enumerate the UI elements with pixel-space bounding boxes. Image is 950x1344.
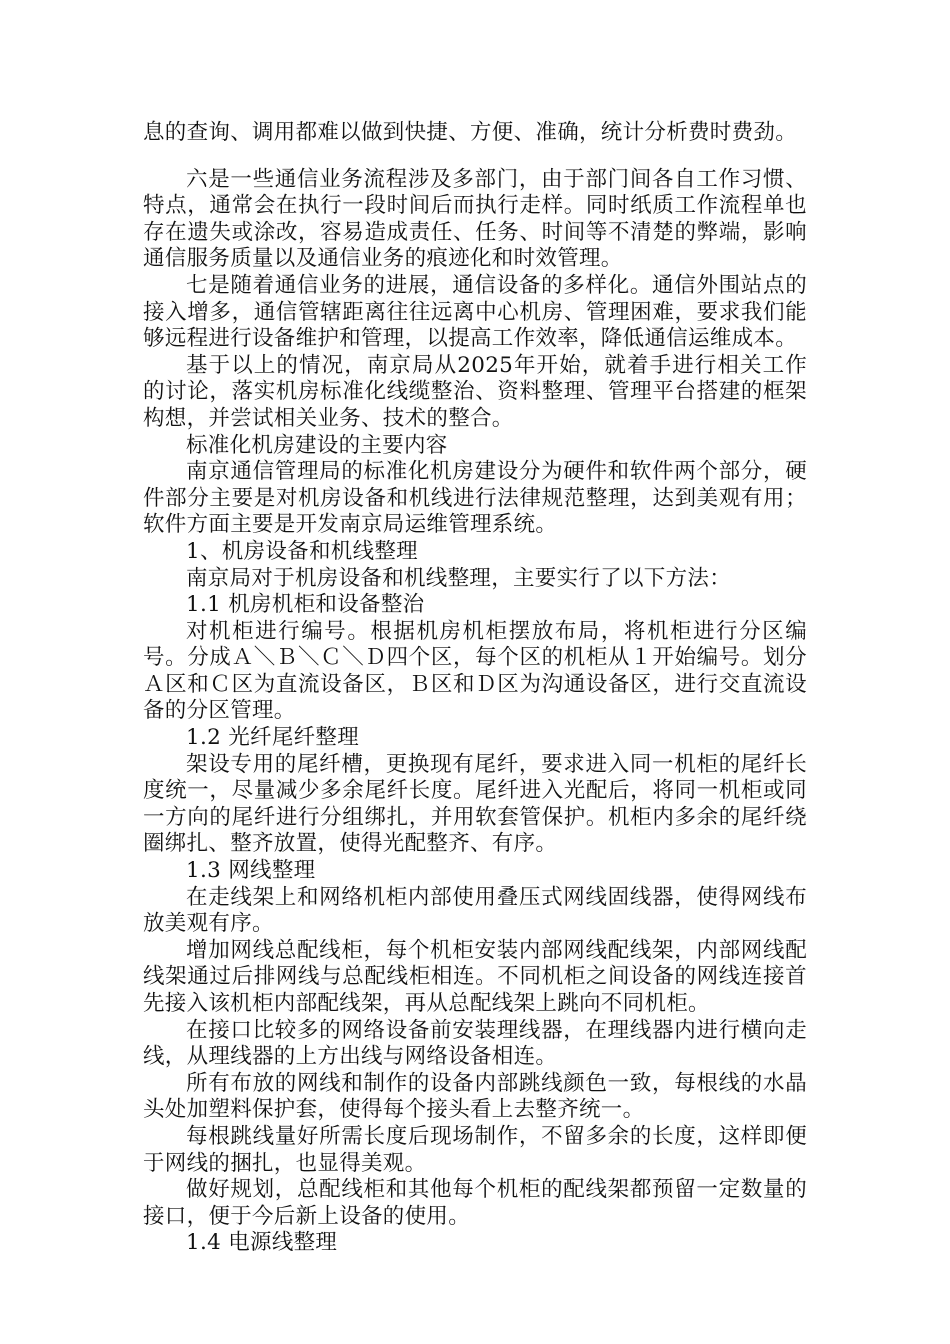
subsection-heading-1-2: 1.2 光纤尾纤整理 <box>186 725 360 751</box>
paragraph-5: 南京通信管理局的标准化机房建设分为硬件和软件两个部分，硬件部分主要是对机房设备和机线进行法律规范整理，达到美观有用；软件方面主要是开发南京局运维管理系统。 <box>143 459 807 538</box>
paragraph-3: 七是随着通信业务的进展，通信设备的多样化。通信外围站点的接入增多，通信管辖距离往往远离中心机房、管理困难，要求我们能够远程进行设备维护和管理，以提高工作效率，降低通信运维成本。 <box>143 272 807 352</box>
subsection-heading-1: 1、机房设备和机线整理 <box>186 538 418 564</box>
subsection-heading-1-3: 1.3 网线整理 <box>186 858 316 884</box>
paragraph-12: 所有布放的网线和制作的设备内部跳线颜色一致，每根线的水晶头处加塑料保护套，使得每个接头看上去整齐统一。 <box>143 1070 807 1123</box>
paragraph-8: 架设专用的尾纤槽，更换现有尾纤，要求进入同一机柜的尾纤长度统一，尽量减少多余尾纤长度。尾纤进入光配后，将同一机柜或同一方向的尾纤进行分组绑扎，并用软套管保护。机柜内多余的尾纤绕圈绑扎、整齐放置，使得光配整齐、有序。 <box>143 751 807 857</box>
subsection-heading-1-1: 1.1 机房机柜和设备整治 <box>186 592 425 618</box>
paragraph-7: 对机柜进行编号。根据机房机柜摆放布局，将机柜进行分区编号。分成Ａ＼Ｂ＼Ｃ＼Ｄ四个区，每个区的机柜从１开始编号。划分Ａ区和Ｃ区为直流设备区，Ｂ区和Ｄ区为沟通设备区，进行交直流设备的分区管理。 <box>143 618 807 724</box>
subsection-heading-1-4: 1.4 电源线整理 <box>186 1230 338 1256</box>
paragraph-14: 做好规划，总配线柜和其他每个机柜的配线架都预留一定数量的接口，便于今后新上设备的使用。 <box>143 1177 807 1229</box>
paragraph-1: 息的查询、调用都难以做到快捷、方便、准确，统计分析费时费劲。 <box>143 120 798 145</box>
paragraph-2: 六是一些通信业务流程涉及多部门，由于部门间各自工作习惯、特点，通常会在执行一段时间后而执行走样。同时纸质工作流程单也存在遗失或涂改，容易造成责任、任务、时间等不清楚的弊端，影响通信服务质量以及通信业务的痕迹化和时效管理。 <box>143 166 807 272</box>
document-page <box>143 120 807 1257</box>
paragraph-11: 在接口比较多的网络设备前安装理线器，在理线器内进行横向走线，从理线器的上方出线与网络设备相连。 <box>143 1017 807 1070</box>
paragraph-9: 在走线架上和网络机柜内部使用叠压式网线固线器，使得网线布放美观有序。 <box>143 884 807 937</box>
paragraph-10: 增加网线总配线柜，每个机柜安装内部网线配线架，内部网线配线架通过后排网线与总配线柜相连。不同机柜之间设备的网线连接首先接入该机柜内部配线架，再从总配线架上跳向不同机柜。 <box>143 937 807 1016</box>
paragraph-13: 每根跳线量好所需长度后现场制作，不留多余的长度，这样即便于网线的捆扎，也显得美观。 <box>143 1123 807 1176</box>
paragraph-4: 基于以上的情况，南京局从2025年开始，就着手进行相关工作的讨论，落实机房标准化线缆整治、资料整理、管理平台搭建的框架构想，并尝试相关业务、技术的整合。 <box>143 352 807 431</box>
section-heading: 标准化机房建设的主要内容 <box>186 432 448 458</box>
paragraph-6: 南京局对于机房设备和机线整理，主要实行了以下方法： <box>186 565 732 591</box>
